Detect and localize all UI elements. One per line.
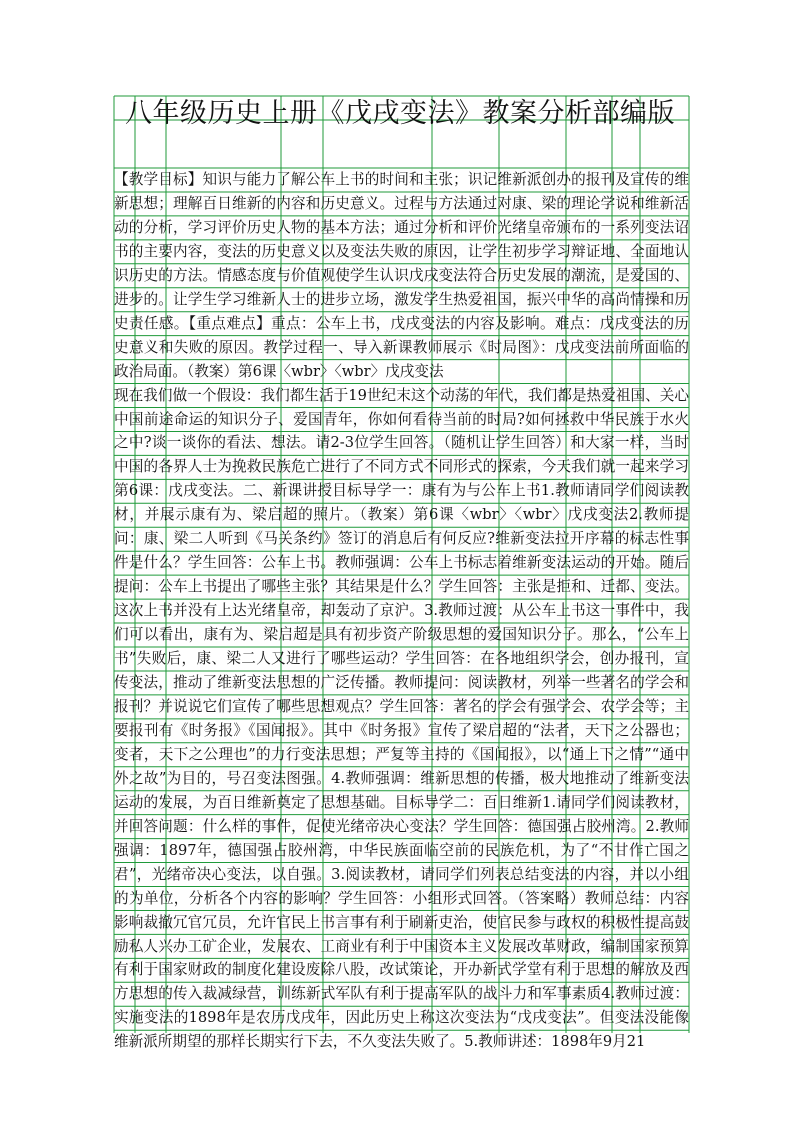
document-body: 【教学目标】知识与能力了解公车上书的时间和主张；识记维新派创办的报刊及宣传的维新思想；理解百日维新的内容和历史意义。过程与方法通过对康、梁的理论学说和维新活动的分析，学习评价历史人物的基本方法；通过分析和评价光绪皇帝颁布的一系列变法诏书的主要内容，变法的历史意义以及变法失败的原因，让学生初步学习辩证地、全面地认识历史的方法。情感态度与价值观使学生认识戊戌变法符合历史发展的潮流，是爱国的、进步的。让学生学习维新人士的进步立场，激发学生热爱祖国，振兴中华的高尚情操和历史责任感。【重点难点】重点：公车上书，戊戌变法的内容及影响。难点：戊戌变法的历史意义和失败的原因。教学过程一、导入新课教师展示《时局图》：戊戌变法前所面临的政治局面。（教案）第6课〈wbr〉〈wbr〉戊戌变法 现在我们做一个假设：我们都生活于19世纪末这个动荡的年代，我们都是热爱祖国、关心中国前途命运的知识分子、爱国青年，你如何看待当前的时局?如何拯救中华民族于水火之中?谈一谈你的看法、想法。请2-3位学生回答。（随机让学生回答）和大家一样，当时中国的各界人士为挽救民族危亡进行了不同方式不同形式的探索，今天我们就一起来学习第6课：戊戌变法。二、新课讲授目标导学一：康有为与公车上书1.教师请同学们阅读教材，并展示康有为、梁启超的照片。（教案）第6课〈wbr〉〈wbr〉戊戌变法2.教师提问：康、梁二人听到《马关条约》签订的消息后有何反应?维新变法拉开序幕的标志性事件是什么？学生回答：公车上书。教师强调：公车上书标志着维新变法运动的开始。随后提问：公车上书提出了哪些主张？其结果是什么？学生回答：主张是拒和、迁都、变法。这次上书并没有上达光绪皇帝，却轰动了京沪。3.教师过渡：从公车上书这一事件中，我们可以看出，康有为、梁启超是具有初步资产阶级思想的爱国知识分子。那么，“公车上书”失败后，康、梁二人又进行了哪些运动？学生回答：在各地组织学会，创办报刊，宣传变法，推动了维新变法思想的广泛传播。教师提问：阅读教材，列举一些著名的学会和报刊？并说说它们宣传了哪些思想观点？学生回答：著名的学会有强学会、农学会等；主要报刊有《时务报》《国闻报》。其中《时务报》宣传了梁启超的“法者，天下之公器也；变者，天下之公理也”的力行变法思想；严复等主持的《国闻报》，以“通上下之情”“通中外之故”为目的，号召变法图强。4.教师强调：维新思想的传播，极大地推动了维新变法运动的发展，为百日维新奠定了思想基础。目标导学二：百日维新1.请同学们阅读教材，并回答问题：什么样的事件，促使光绪帝决心变法？学生回答：德国强占胶州湾。2.教师强调：1897年，德国强占胶州湾，中华民族面临空前的民族危机，为了“不甘作亡国之君”，光绪帝决心变法，以自强。3.阅读教材，请同学们列表总结变法的内容，并以小组的为单位，分析各个内容的影响？学生回答：小组形式回答。（答案略）教师总结：内容影响裁撤冗官冗员，允许官民上书言事有利于刷新吏治，使官民参与政权的积极性提高鼓励私人兴办工矿企业，发展农、工商业有利于中国资本主义发展改革财政，编制国家预算有利于国家财政的制度化建设废除八股，改试策论，开办新式学堂有利于思想的解放及西方思想的传入裁减绿营，训练新式军队有利于提高军队的战斗力和军事素质4.教师过渡：实施变法的1898年是农历戊戌年，因此历史上称这次变法为“戊戌变法”。但变法没能像维新派所期望的那样长期实行下去，不久变法失败了。5.教师讲述：1898年9月21 bbox=[114, 171, 689, 1051]
document-title: 八年级历史上册《戊戌变法》教案分析部编版 bbox=[125, 98, 675, 129]
